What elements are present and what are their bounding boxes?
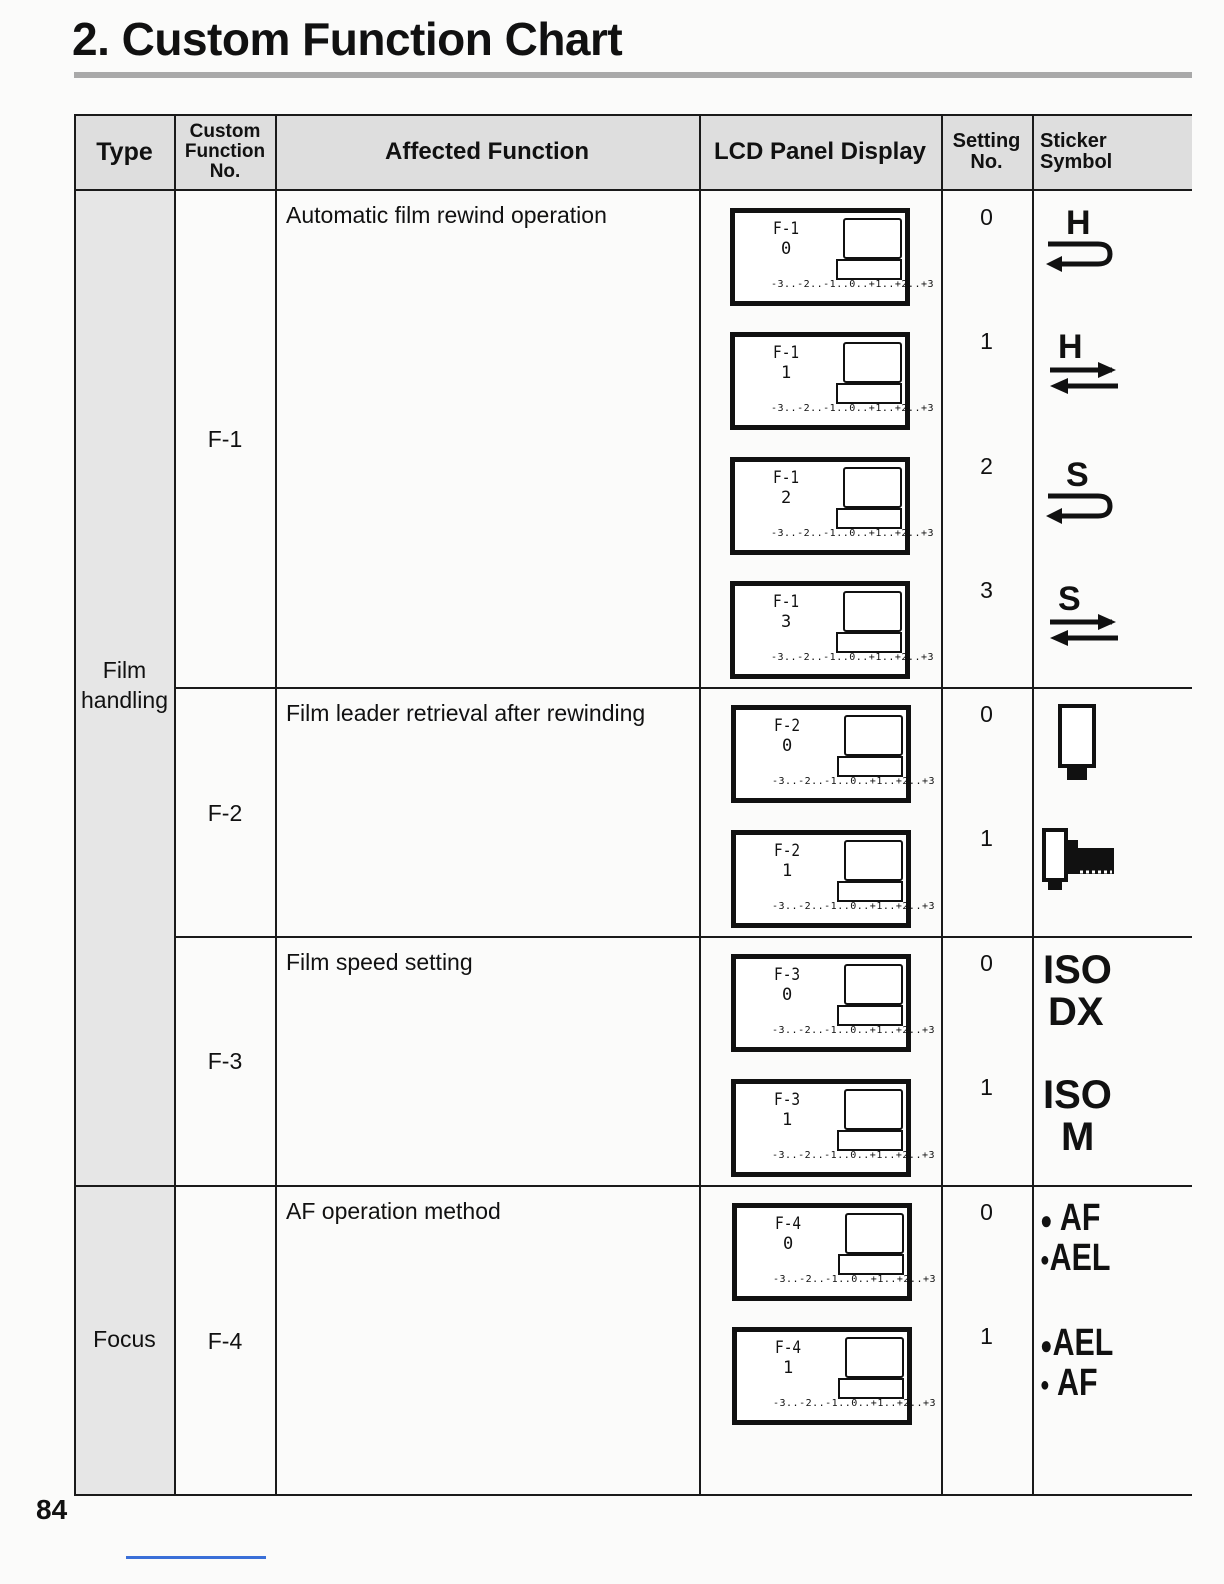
S-arrows-icon: [1040, 576, 1120, 648]
type-film-handling: Film handling: [81, 657, 168, 713]
S-rewind-icon: [1040, 452, 1120, 524]
lcd-panel: F-1 2 -3..-2..-1..0..+1..+2..+3: [730, 457, 910, 555]
affected-function-f2: Film leader retrieval after rewinding: [286, 700, 646, 726]
lcd-panel: F-4 0 -3..-2..-1..0..+1..+2..+3: [732, 1203, 912, 1301]
af-ael-symbol: ● AF ●AEL: [1040, 1197, 1111, 1279]
lcd-panel: F-3 1 -3..-2..-1..0..+1..+2..+3: [731, 1079, 911, 1177]
setting-no: 2: [980, 453, 993, 479]
H-rewind-icon: [1040, 204, 1120, 276]
function-no-f1: F-1: [207, 426, 243, 452]
footer-line: [126, 1556, 266, 1559]
page-number: 84: [36, 1494, 68, 1525]
setting-no: 1: [980, 1323, 993, 1349]
svg-text:S: S: [1058, 580, 1081, 618]
H-arrows-icon: [1040, 328, 1120, 400]
header-type: Type: [96, 137, 153, 166]
type-column-background: [74, 190, 175, 1496]
setting-no: 3: [980, 577, 993, 603]
setting-no: 1: [980, 825, 993, 851]
lcd-panel: F-1 1 -3..-2..-1..0..+1..+2..+3: [730, 332, 910, 430]
affected-function-f4: AF operation method: [286, 1198, 501, 1224]
setting-no: 1: [980, 328, 993, 354]
setting-no: 1: [980, 1074, 993, 1100]
lcd-panel: F-3 0 -3..-2..-1..0..+1..+2..+3: [731, 954, 911, 1052]
affected-function-f1: Automatic film rewind operation: [286, 202, 607, 228]
function-no-f2: F-2: [207, 800, 243, 826]
affected-function-f3: Film speed setting: [286, 949, 473, 975]
svg-text:S: S: [1066, 456, 1089, 494]
lcd-panel: F-2 1 -3..-2..-1..0..+1..+2..+3: [731, 830, 911, 928]
svg-text:H: H: [1066, 204, 1091, 242]
lcd-panel: F-4 1 -3..-2..-1..0..+1..+2..+3: [732, 1327, 912, 1425]
cartridge-leader-icon: [1040, 826, 1120, 896]
lcd-panel: F-1 3 -3..-2..-1..0..+1..+2..+3: [730, 581, 910, 679]
header-custom-function-no: Custom Function No.: [184, 121, 266, 182]
custom-function-table: [74, 114, 1192, 1496]
iso-dx-symbol: ISO DX: [1043, 948, 1112, 1034]
header-lcd-panel-display: LCD Panel Display: [713, 138, 927, 166]
header-setting-no: Setting No.: [952, 130, 1021, 173]
function-no-f4: F-4: [207, 1328, 243, 1354]
lcd-panel: F-1 0 -3..-2..-1..0..+1..+2..+3: [730, 208, 910, 306]
iso-m-symbol: ISO M: [1043, 1073, 1112, 1159]
svg-text:H: H: [1058, 328, 1083, 366]
cartridge-icon: [1054, 702, 1104, 786]
header-affected-function: Affected Function: [385, 138, 589, 166]
title-rule: [74, 72, 1192, 78]
setting-no: 0: [980, 1199, 993, 1225]
lcd-panel: F-2 0 -3..-2..-1..0..+1..+2..+3: [731, 705, 911, 803]
setting-no: 0: [980, 204, 993, 230]
header-sticker-symbol: Sticker Symbol: [1040, 130, 1113, 173]
page-title: 2. Custom Function Chart: [72, 13, 623, 65]
setting-no: 0: [980, 701, 993, 727]
ael-af-symbol: ●AEL ● AF: [1040, 1322, 1114, 1404]
function-no-f3: F-3: [207, 1048, 243, 1074]
type-focus: Focus: [93, 1326, 156, 1352]
setting-no: 0: [980, 950, 993, 976]
